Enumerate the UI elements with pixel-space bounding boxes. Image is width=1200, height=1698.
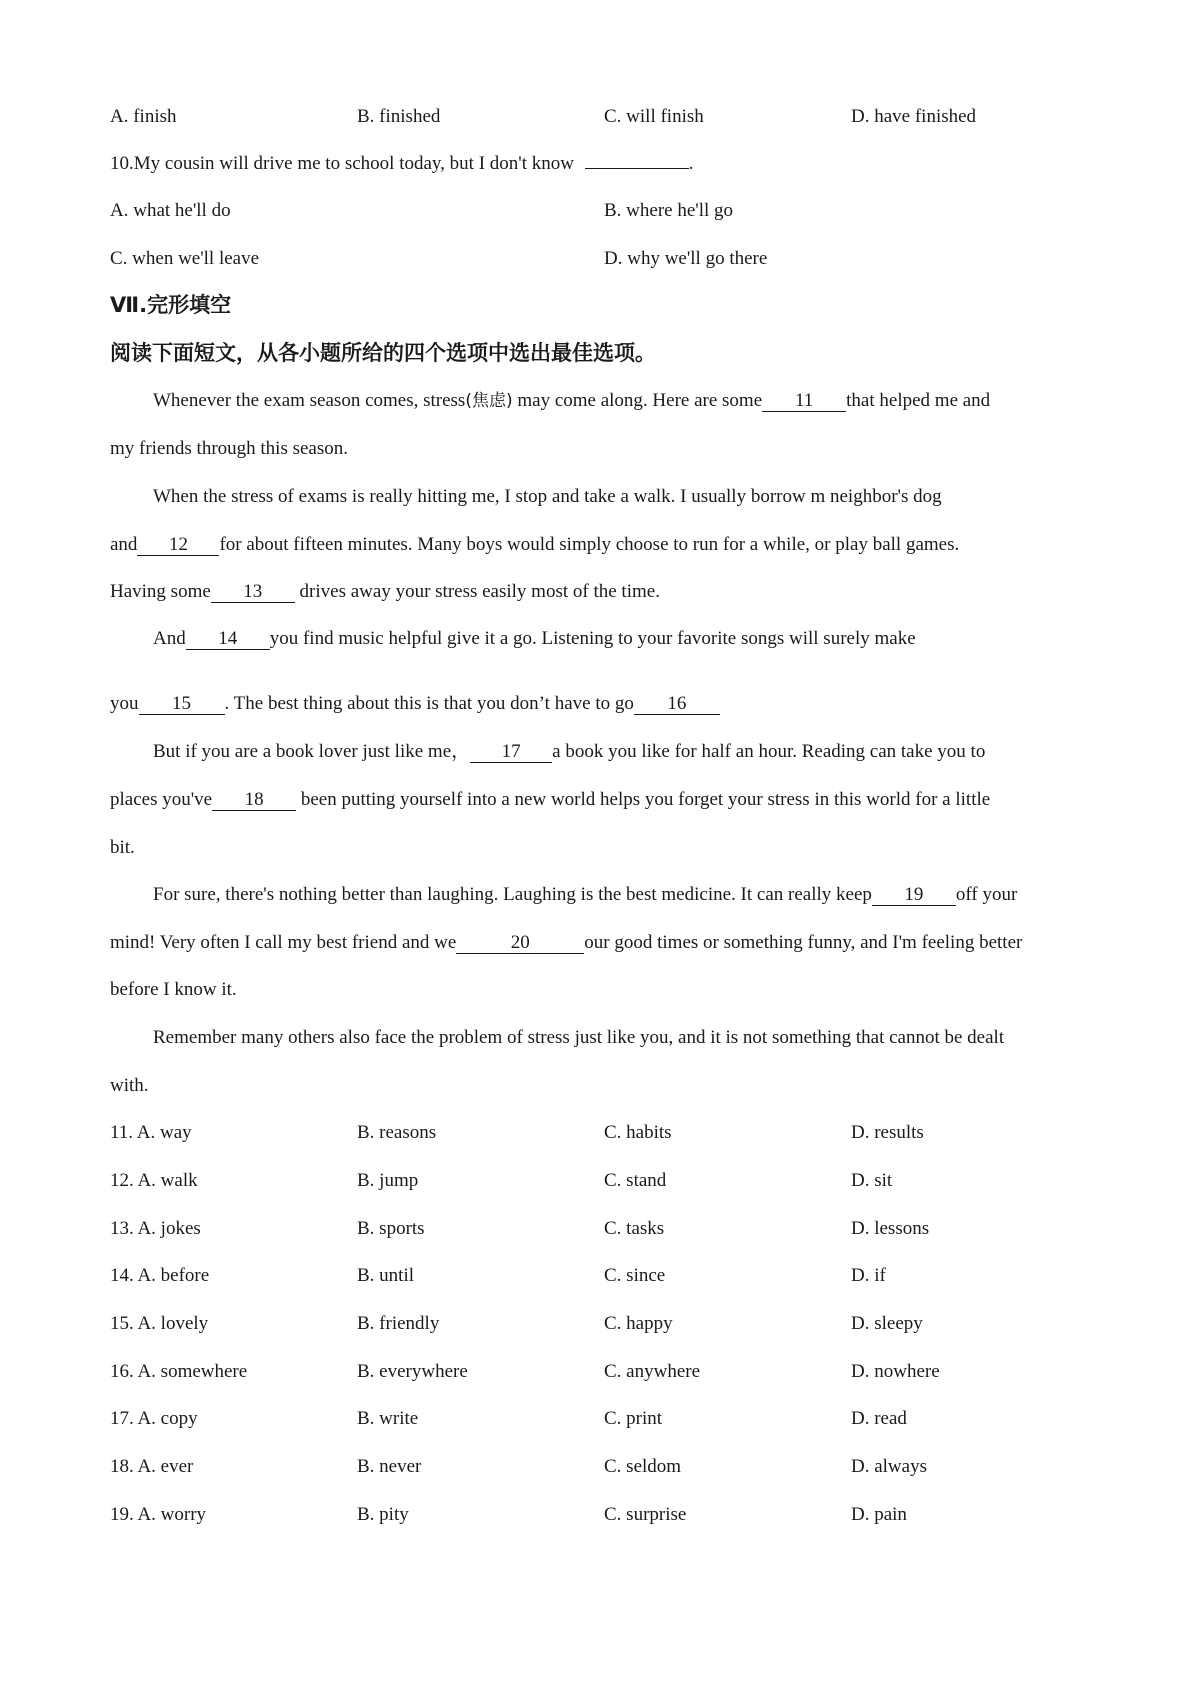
passage-text: may come along. Here are some xyxy=(512,390,763,411)
question-option-a: 14. A. before xyxy=(110,1265,210,1286)
section-instruction: 阅读下面短文，从各小题所给的四个选项中选出最佳选项。 xyxy=(110,341,656,365)
blank-13: 13 xyxy=(211,582,295,603)
passage-text: that helped me and xyxy=(846,390,991,411)
passage-p6-line1: Remember many others also face the problem of stress just like you, and it is not something that cannot be dealt xyxy=(153,1027,1005,1048)
question-option-a: 11. A. way xyxy=(110,1122,192,1143)
passage-text: . The best thing about this is that you don’t have to go xyxy=(224,693,634,714)
blank-18: 18 xyxy=(212,790,296,811)
question-option-a: 16. A. somewhere xyxy=(110,1361,248,1382)
question-option-c: C. happy xyxy=(604,1313,673,1334)
q10-option-d: D. why we'll go there xyxy=(604,248,768,269)
passage-text: And xyxy=(153,628,186,649)
passage-p4-line3: bit. xyxy=(110,837,135,858)
question-option-d: D. nowhere xyxy=(851,1361,940,1382)
passage-text: and xyxy=(110,534,138,555)
passage-text: a book you like for half an hour. Reading can take you to xyxy=(552,741,986,762)
question-option-c: C. habits xyxy=(604,1122,672,1143)
passage-text: you find music helpful give it a go. Listening to your favorite songs will surely make xyxy=(269,628,916,649)
question-option-b: B. reasons xyxy=(357,1122,437,1143)
question-option-b: B. never xyxy=(357,1456,422,1477)
question-option-b: B. sports xyxy=(357,1218,425,1239)
q9-option-a: A. finish xyxy=(110,106,177,127)
question-option-d: D. if xyxy=(851,1265,886,1286)
passage-p5-line2 xyxy=(110,931,1100,955)
question-option-d: D. lessons xyxy=(851,1218,930,1239)
passage-p2-line1: When the stress of exams is really hitting me, I stop and take a walk. I usually borrow m neighbor's dog xyxy=(153,486,942,507)
question-option-d: D. sleepy xyxy=(851,1313,923,1334)
passage-p1-line2: my friends through this season. xyxy=(110,438,349,459)
passage-p3-line2 xyxy=(110,692,1100,716)
question-option-c: C. since xyxy=(604,1265,666,1286)
blank-16: 16 xyxy=(634,694,720,715)
question-option-c: C. print xyxy=(604,1408,663,1429)
blank-17: 17 xyxy=(470,742,552,763)
passage-p6-line2: with. xyxy=(110,1075,149,1096)
passage-p5-line1 xyxy=(153,883,1143,907)
passage-text: for about fifteen minutes. Many boys would simply choose to run for a while, or play ball games. xyxy=(219,534,960,555)
question-option-a: 15. A. lovely xyxy=(110,1313,209,1334)
question-option-b: B. pity xyxy=(357,1504,409,1525)
q10-option-b: B. where he'll go xyxy=(604,200,734,221)
passage-text: our good times or something funny, and I'm feeling better xyxy=(584,932,1023,953)
passage-text: off your xyxy=(955,884,1018,905)
question-option-a: 12. A. walk xyxy=(110,1170,198,1191)
blank-20: 20 xyxy=(456,933,584,954)
question-option-c: C. surprise xyxy=(604,1504,687,1525)
section-title: Ⅶ.完形填空 xyxy=(110,293,232,317)
passage-text: Whenever the exam season comes, stress xyxy=(153,390,466,411)
q10-blank xyxy=(585,168,689,169)
question-option-d: D. results xyxy=(851,1122,924,1143)
q10-option-a: A. what he'll do xyxy=(110,200,231,221)
question-option-b: B. jump xyxy=(357,1170,419,1191)
q10-option-c: C. when we'll leave xyxy=(110,248,260,269)
question-option-b: B. write xyxy=(357,1408,419,1429)
blank-12: 12 xyxy=(137,535,219,556)
question-option-d: D. read xyxy=(851,1408,907,1429)
q9-option-b: B. finished xyxy=(357,106,441,127)
passage-text: places you've xyxy=(110,789,213,810)
passage-p4-line1 xyxy=(153,740,1143,764)
question-option-a: 17. A. copy xyxy=(110,1408,198,1429)
q9-option-c: C. will finish xyxy=(604,106,704,127)
question-option-d: D. always xyxy=(851,1456,927,1477)
passage-text: you xyxy=(110,693,139,714)
passage-p2-line2 xyxy=(110,533,1100,557)
question-option-c: C. seldom xyxy=(604,1456,682,1477)
q9-option-d: D. have finished xyxy=(851,106,977,127)
question-option-a: 19. A. worry xyxy=(110,1504,207,1525)
passage-p1-line1 xyxy=(153,389,1143,413)
passage-p5-line3: before I know it. xyxy=(110,979,237,1000)
passage-text: But if you are a book lover just like me， xyxy=(153,741,471,762)
passage-text: been putting yourself into a new world helps you forget your stress in this world for a little xyxy=(296,789,991,810)
question-option-b: B. everywhere xyxy=(357,1361,468,1382)
question-option-b: B. until xyxy=(357,1265,415,1286)
q10-stem-text: 10.My cousin will drive me to school today, but I don't know xyxy=(110,153,574,174)
passage-p2-line3 xyxy=(110,580,1100,604)
question-option-c: C. tasks xyxy=(604,1218,665,1239)
passage-text: For sure, there's nothing better than laughing. Laughing is the best medicine. It can really keep xyxy=(153,884,872,905)
question-option-d: D. pain xyxy=(851,1504,907,1525)
question-option-c: C. anywhere xyxy=(604,1361,701,1382)
passage-p3-line1 xyxy=(153,627,1143,651)
blank-14: 14 xyxy=(186,629,270,650)
passage-text: drives away your stress easily most of the time. xyxy=(294,581,660,602)
question-option-c: C. stand xyxy=(604,1170,667,1191)
passage-cn-note: (焦虑) xyxy=(465,391,513,411)
question-option-b: B. friendly xyxy=(357,1313,440,1334)
question-option-a: 13. A. jokes xyxy=(110,1218,201,1239)
passage-p4-line2 xyxy=(110,788,1100,812)
q10-stem xyxy=(110,152,1100,176)
blank-19: 19 xyxy=(872,885,956,906)
question-option-d: D. sit xyxy=(851,1170,893,1191)
passage-text: Having some xyxy=(110,581,211,602)
blank-15: 15 xyxy=(139,694,225,715)
blank-11: 11 xyxy=(762,391,846,412)
question-option-a: 18. A. ever xyxy=(110,1456,194,1477)
passage-text: mind! Very often I call my best friend and we xyxy=(110,932,457,953)
q10-stem-end: . xyxy=(688,153,694,174)
